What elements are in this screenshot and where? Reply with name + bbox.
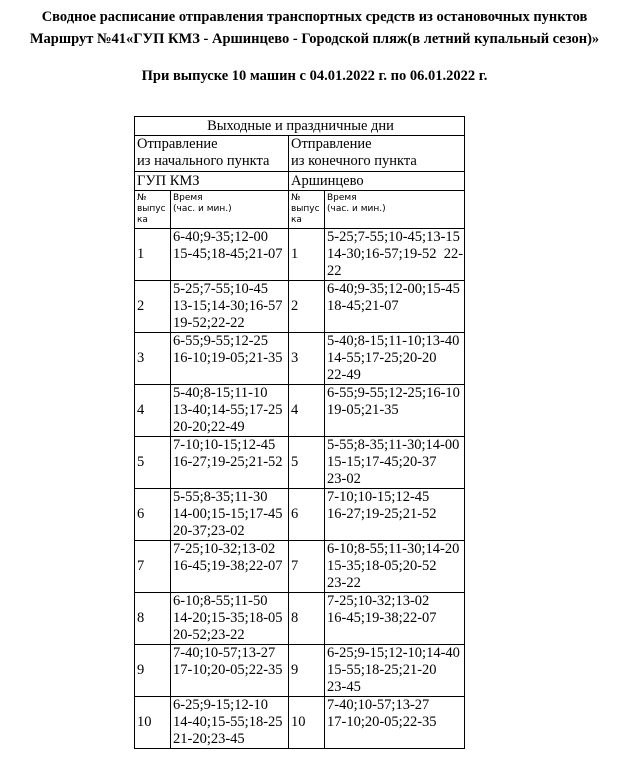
right-departure-times: 6-10;8-55;11-30;14-20 15-35;18-05;20-52 23-22 xyxy=(325,541,465,593)
table-row xyxy=(135,645,465,697)
right-bus-number: 5 xyxy=(289,437,325,489)
right-bus-number: 3 xyxy=(289,333,325,385)
left-bus-number: 5 xyxy=(135,437,171,489)
left-departure-times: 7-25;10-32;13-02 16-45;19-38;22-07 xyxy=(171,541,289,593)
right-bus-number: 6 xyxy=(289,489,325,541)
left-departure-times: 6-40;9-35;12-00 15-45;18-45;21-07 xyxy=(171,229,289,281)
right-departure-times: 5-55;8-35;11-30;14-00 15-15;17-45;20-37 23-02 xyxy=(325,437,465,489)
right-bus-number: 10 xyxy=(289,697,325,749)
table-row xyxy=(135,489,465,541)
right-departure-times: 7-10;10-15;12-45 16-27;19-25;21-52 xyxy=(325,489,465,541)
right-num-label: № выпус ка xyxy=(289,191,325,229)
table-row xyxy=(135,229,465,281)
table-row xyxy=(135,541,465,593)
left-departure-times: 6-10;8-55;11-50 14-20;15-35;18-05 20-52;23-22 xyxy=(171,593,289,645)
route-title: Маршрут №41«ГУП КМЗ - Аршинцево - Городской пляж(в летний купальный сезон)» xyxy=(29,31,600,47)
left-bus-number: 1 xyxy=(135,229,171,281)
left-departure-times: 7-40;10-57;13-27 17-10;20-05;22-35 xyxy=(171,645,289,697)
left-time-label: Время (час. и мин.) xyxy=(171,191,289,229)
right-bus-number: 7 xyxy=(289,541,325,593)
left-departure-times: 6-55;9-55;12-25 16-10;19-05;21-35 xyxy=(171,333,289,385)
left-bus-number: 8 xyxy=(135,593,171,645)
right-bus-number: 8 xyxy=(289,593,325,645)
left-bus-number: 10 xyxy=(135,697,171,749)
table-row xyxy=(135,281,465,333)
day-type-header: Выходные и праздничные дни xyxy=(135,117,465,136)
direction-header-row xyxy=(135,136,465,172)
document-title-line1: Сводное расписание отправления транспортных средств из остановочных пунктов xyxy=(41,9,588,25)
table-row xyxy=(135,697,465,749)
period-subtitle: При выпуске 10 машин с 04.01.2022 г. по 06.01.2022 г. xyxy=(141,68,488,84)
right-departure-times: 6-55;9-55;12-25;16-10 19-05;21-35 xyxy=(325,385,465,437)
left-bus-number: 4 xyxy=(135,385,171,437)
schedule-rows xyxy=(135,229,465,749)
column-labels-row xyxy=(135,191,465,229)
right-bus-number: 4 xyxy=(289,385,325,437)
right-direction-header: Отправление из конечного пункта xyxy=(289,136,465,172)
left-departure-times: 5-40;8-15;11-10 13-40;14-55;17-25 20-20;22-49 xyxy=(171,385,289,437)
right-departure-times: 7-25;10-32;13-02 16-45;19-38;22-07 xyxy=(325,593,465,645)
right-departure-times: 5-25;7-55;10-45;13-15 14-30;16-57;19-52 22- 22 xyxy=(325,229,465,281)
left-bus-number: 3 xyxy=(135,333,171,385)
left-num-label: № выпус ка xyxy=(135,191,171,229)
left-departure-times: 5-55;8-35;11-30 14-00;15-15;17-45 20-37;23-02 xyxy=(171,489,289,541)
right-bus-number: 1 xyxy=(289,229,325,281)
left-bus-number: 7 xyxy=(135,541,171,593)
right-departure-times: 6-40;9-35;12-00;15-45 18-45;21-07 xyxy=(325,281,465,333)
left-direction-header: Отправление из начального пункта xyxy=(135,136,289,172)
right-departure-times: 6-25;9-15;12-10;14-40 15-55;18-25;21-20 23-45 xyxy=(325,645,465,697)
right-departure-times: 5-40;8-15;11-10;13-40 14-55;17-25;20-20 22-49 xyxy=(325,333,465,385)
day-type-row xyxy=(135,117,465,136)
stop-names-row xyxy=(135,172,465,191)
right-bus-number: 9 xyxy=(289,645,325,697)
schedule-table xyxy=(134,116,465,749)
table-row xyxy=(135,593,465,645)
right-stop-name: Аршинцево xyxy=(289,172,465,191)
left-bus-number: 6 xyxy=(135,489,171,541)
left-bus-number: 2 xyxy=(135,281,171,333)
left-departure-times: 5-25;7-55;10-45 13-15;14-30;16-57 19-52;22-22 xyxy=(171,281,289,333)
table-row xyxy=(135,437,465,489)
right-departure-times: 7-40;10-57;13-27 17-10;20-05;22-35 xyxy=(325,697,465,749)
right-time-label: Время (час. и мин.) xyxy=(325,191,465,229)
left-departure-times: 7-10;10-15;12-45 16-27;19-25;21-52 xyxy=(171,437,289,489)
table-row xyxy=(135,385,465,437)
right-bus-number: 2 xyxy=(289,281,325,333)
left-bus-number: 9 xyxy=(135,645,171,697)
table-row xyxy=(135,333,465,385)
left-stop-name: ГУП КМЗ xyxy=(135,172,289,191)
left-departure-times: 6-25;9-15;12-10 14-40;15-55;18-25 21-20;23-45 xyxy=(171,697,289,749)
